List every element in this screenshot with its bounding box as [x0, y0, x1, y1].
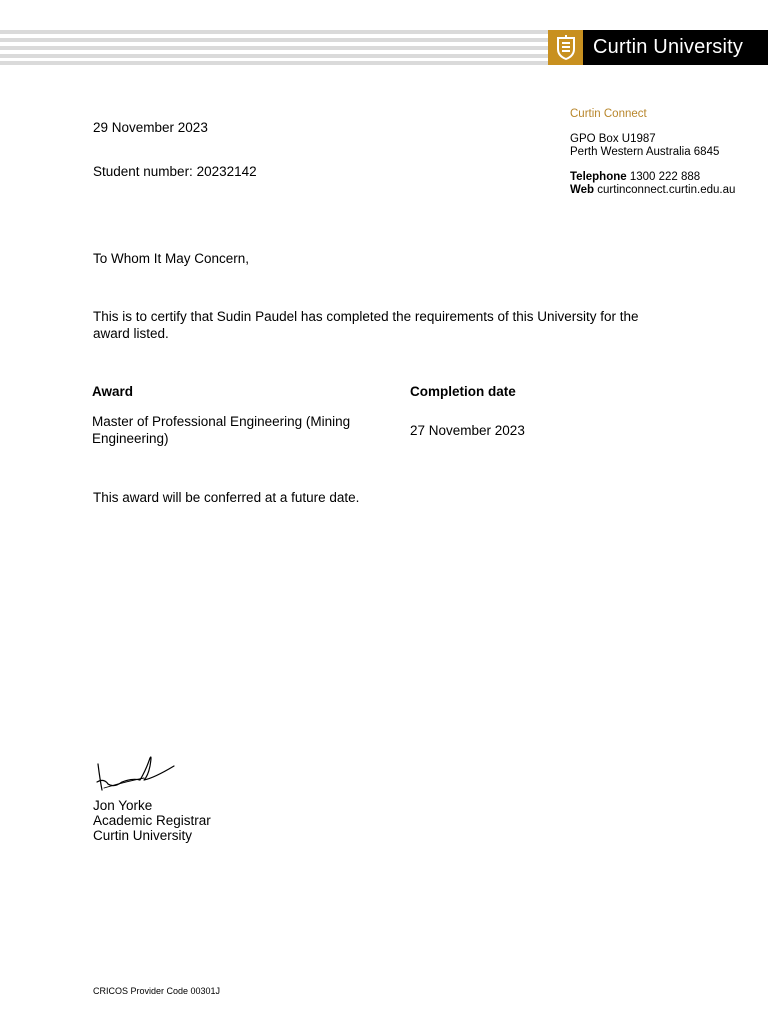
address-line-2: Perth Western Australia 6845	[570, 146, 720, 158]
cricos-code: CRICOS Provider Code 00301J	[93, 986, 221, 996]
telephone-line	[570, 171, 765, 184]
signatory-block	[93, 798, 211, 843]
student-number: Student number: 20232142	[93, 164, 257, 179]
completion-date-header: Completion date	[410, 384, 516, 399]
header-stripes	[0, 30, 548, 65]
award-header: Award	[92, 384, 134, 399]
conferral-note: This award will be conferred at a future date.	[93, 490, 360, 505]
contact-block	[570, 108, 765, 197]
letter-date: 29 November 2023	[93, 120, 208, 135]
signatory-organization: Curtin University	[93, 828, 193, 843]
web-value: curtinconnect.curtin.edu.au	[597, 184, 736, 196]
signature-image	[94, 752, 178, 794]
university-logo	[548, 30, 768, 65]
address-line-1: GPO Box U1987	[570, 133, 656, 145]
brand-name: Curtin University	[583, 30, 768, 65]
web-line	[570, 184, 765, 197]
web-label: Web	[570, 184, 595, 196]
crest-icon	[548, 30, 583, 65]
postal-address	[570, 133, 765, 159]
certification-paragraph: This is to certify that Sudin Paudel has completed the requirements of this University for the award listed.	[93, 309, 639, 341]
telephone-label: Telephone	[570, 171, 627, 183]
telephone-value: 1300 222 888	[629, 171, 701, 183]
completion-date: 27 November 2023	[410, 423, 525, 438]
department-name: Curtin Connect	[570, 108, 647, 120]
signatory-title: Academic Registrar	[93, 813, 211, 828]
salutation: To Whom It May Concern,	[93, 251, 250, 266]
signatory-name: Jon Yorke	[93, 798, 153, 813]
award-name: Master of Professional Engineering (Mining Engineering)	[92, 414, 351, 446]
